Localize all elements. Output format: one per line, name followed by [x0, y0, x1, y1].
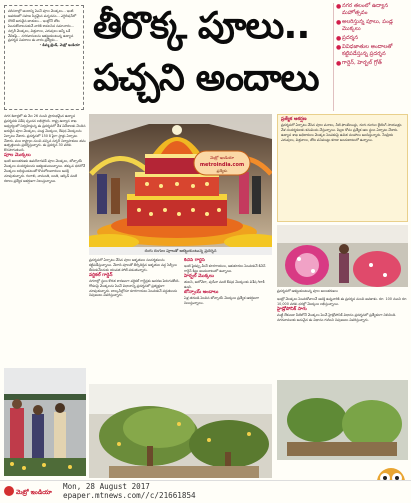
bullet-icon: ●	[336, 44, 342, 51]
intro-text: పరిసరాల్లో అందాన్ని పెంచే పూల మొక్కలు... ఇంటి ఆవరణలో సహజ సిద్ధమైన పచ్చదనం... ఎగ్జిబిషన్‌లో దొరికే అరుదైన జాతులు... ఇంట్లోనే తోట పెంచుకోవాలనుకునే వారికి కావలసిన సమాచారం... నర్సరీ మొక్కలు, విత్తనాలు, ఎరువులు అన్నీ ఒకే వేదికపై... నగరవాసులను ఆకట్టుకుంటున్న ఉద్యాన ప్రదర్శన వివరాలు ఈ వారం ప్రత్యేకం...	[8, 9, 77, 43]
badge-top: మెట్రో ఇండియా	[210, 155, 234, 160]
mid-body-2: ఇంటి పైకప్పు మీదే కూరగాయలు, ఆకుకూరలు పెంచుకునే కిచెన్ గార్డెన్ కిట్లు అందుబాటులో ఉన్నాయి.	[184, 264, 266, 273]
right-photo	[277, 225, 408, 287]
mid-body-1: నగరాల్లో స్థలం కొరత కారణంగా వర్టికల్ గార్డెన్లకు ఆదరణ పెరుగుతోంది. గోడలపై మొక్కలను పెంచే విధానాన్ని ప్రదర్శనలో ప్రత్యక్షంగా చూపుతున్నారు. బాల్కనీల్లోనూ కూరగాయలు పెంచుకునే పద్ధతులను నిపుణులు వివరిస్తున్నారు.	[89, 278, 180, 298]
left-section-heading: పూల మొక్కలు	[4, 153, 31, 159]
left-body: నగర శివార్లలో ఈ నెల 26 నుంచి ప్రారంభమైన ఉద్యాన ప్రదర్శనకు విశేష స్పందన లభిస్తోంది. రాష్ట్ర ఉద్యాన శాఖ ఆధ్వర్యంలో నిర్వహిస్తున్న ఈ ప్రదర్శనలో దేశ విదేశాలకు చెందిన అరుదైన పూల మొక్కలు, పండ్ల మొక్కలు, ఔషధ మొక్కలను ఏర్పాటు చేశారు. ప్రదర్శనలో 150 కి పైగా స్టాళ్లు ఏర్పాటు చేశారు. పలు రాష్ట్రాల నుంచి వచ్చిన నర్సరీ నిర్వాహకులు తమ ఉత్పత్తులను ప్రదర్శిస్తున్నారు. ఈ ప్రదర్శన 30 వరకు కొనసాగుతుంది.	[4, 114, 86, 153]
right-body-2: మట్టి లేకుండా నీటిలోనే మొక్కలు పెంచే హైడ్రోపోనిక్ విధానం ప్రదర్శనలో ప్రత్యేకంగా నిలిచింది. నగరవాసులకు అనువైన ఈ విధానం గురించి నిపుణులు వివరిస్తున్నారు.	[277, 312, 397, 322]
right-column	[277, 297, 408, 377]
intro-box	[4, 5, 84, 110]
summary-item: ● వివిధజాతుల అందాలతో కట్టిపడేస్తున్న ప్రదర్శన	[336, 44, 393, 57]
highlight-title: ప్రత్యేక ఆకర్షణ	[281, 117, 307, 122]
summary-item: ● నగర తలంలో ఉద్యాన మహోత్సవం	[336, 3, 389, 16]
mid-body: ప్రదర్శనలో ఏర్పాటు చేసిన పూల ఆకృతులు సందర్శకులను కట్టిపడేస్తున్నాయి. వేలాది పూలతో తీర్చిదిద్దిన ఆకృతుల వద్ద సెల్ఫీలు తీసుకునేందుకు యువత పోటీ పడుతున్నారు.	[89, 258, 177, 272]
bullet-icon: ●	[336, 60, 342, 67]
page-footer	[0, 480, 411, 501]
website-badge	[192, 145, 252, 183]
masthead-logo-text: మెట్రో ఇండియా	[16, 489, 52, 496]
intro-signature: - డిమ్మ ట్రెండ్, మెట్రో ఇండియా	[39, 43, 80, 48]
mid-section-heading-1: వర్టికల్ గార్డెన్	[89, 272, 113, 278]
left-body-2: ఇంటి అలంకరణకు ఉపయోగపడే పూల మొక్కలు, బోన్సాయ్ మొక్కలు సందర్శకులను ఆకట్టుకుంటున్నాయి. తక్కువ ధరలోనే మొక్కలు లభిస్తుండటంతో కొనుగోలుదారులు ఆసక్తి చూపుతున్నారు. గులాబి, చామంతి, బంతి, ఆర్కిడ్ వంటి రకాలు ప్రత్యేక ఆకర్షణగా నిలుస్తున్నాయి.	[4, 159, 86, 183]
headline-line1: తీరొక్క పూలు..	[93, 4, 310, 47]
flower-arch-image	[277, 225, 408, 287]
middle-column-b	[184, 258, 272, 380]
bullet-icon: ●	[336, 35, 342, 42]
issue-date: Mon, 28 August 2017	[63, 482, 150, 491]
mid-section-heading-4: బోన్సాయ్ అందాలు	[184, 289, 219, 295]
left-photo	[4, 368, 86, 476]
plants-image	[277, 380, 408, 460]
right-body: ఇంట్లో మొక్కలు పెంచుకోవాలనే ఆసక్తి ఉన్నవారికి ఈ ప్రదర్శన మంచి అవకాశం. రూ. 100 నుంచి రూ. 10,000 వరకు ధరల్లో మొక్కలు లభిస్తున్నాయి.	[277, 297, 408, 306]
left-column	[4, 114, 86, 364]
headline	[93, 2, 326, 110]
main-photo-caption: రంగు రంగుల పూలతో ఆకట్టుకుంటున్న ప్రదర్శన	[89, 247, 272, 255]
summary-list	[333, 3, 408, 111]
highlight-body: ప్రదర్శనలో ఏర్పాటు చేసిన పూల వనాలు, నీటి ఫౌంటెయిన్లు, రంగు రంగుల లైటింగ్ సాయంత్రం వేళ సందర్శకులకు కనువిందు చేస్తున్నాయి. పిల్లల కోసం ప్రత్యేక ఆట స్థలం ఏర్పాటు చేశారు. ఉద్యాన శాఖ అధికారులు మొక్కల పెంపకంపై ఉచిత సలహాలు అందిస్తున్నారు. సేంద్రియ ఎరువులు, విత్తనాలు, తోట పనిముట్లు కూడా అందుబాటులో ఉన్నాయి.	[281, 123, 402, 142]
right-section-heading: హైడ్రోపోనిక్ సాగు	[277, 306, 307, 312]
hydroponic-photo	[277, 380, 408, 460]
summary-item: ● గార్డెన్, హెర్బల్ గ్రోత్	[336, 60, 382, 67]
mid-section-heading-3: హెర్బల్ మొక్కలు	[184, 273, 214, 279]
bullet-icon: ●	[336, 19, 342, 26]
masthead-logo	[3, 483, 58, 499]
mid-body-3: తులసి, అలోవెరా, పుదీనా వంటి ఔషధ మొక్కలకు విశేష గిరాకీ ఉంది.	[184, 279, 265, 289]
badge-url: metroindia.com	[199, 162, 245, 168]
mid-section-heading-2: కిచెన్ గార్డెన్	[184, 258, 205, 263]
summary-item: ● ప్రదర్శన	[336, 35, 359, 42]
badge-bottom: ప్రత్యేకం	[216, 169, 228, 173]
bullet-icon: ●	[336, 3, 342, 10]
people-shopping-image	[4, 368, 86, 476]
epaper-link[interactable]: epaper.mtnews.com//c/21661854	[63, 491, 196, 500]
headline-line2: పచ్చని అందాలు	[93, 56, 319, 99]
right-photo-caption: ప్రదర్శనలో ఆకట్టుకుంటున్న పూల అలంకరణలు	[277, 289, 338, 293]
highlight-box	[277, 114, 408, 222]
bonsai-image	[89, 384, 272, 478]
mid-body-4: ఏళ్ల తరబడి పెంచిన బోన్సాయ్ మొక్కలు ప్రత్యేక ఆకర్షణగా నిలుస్తున్నాయి.	[184, 295, 259, 305]
bonsai-photo	[89, 384, 272, 478]
summary-item: ● అలరిస్తున్న పూలు, పండ్ల మొక్కలు	[336, 19, 393, 32]
